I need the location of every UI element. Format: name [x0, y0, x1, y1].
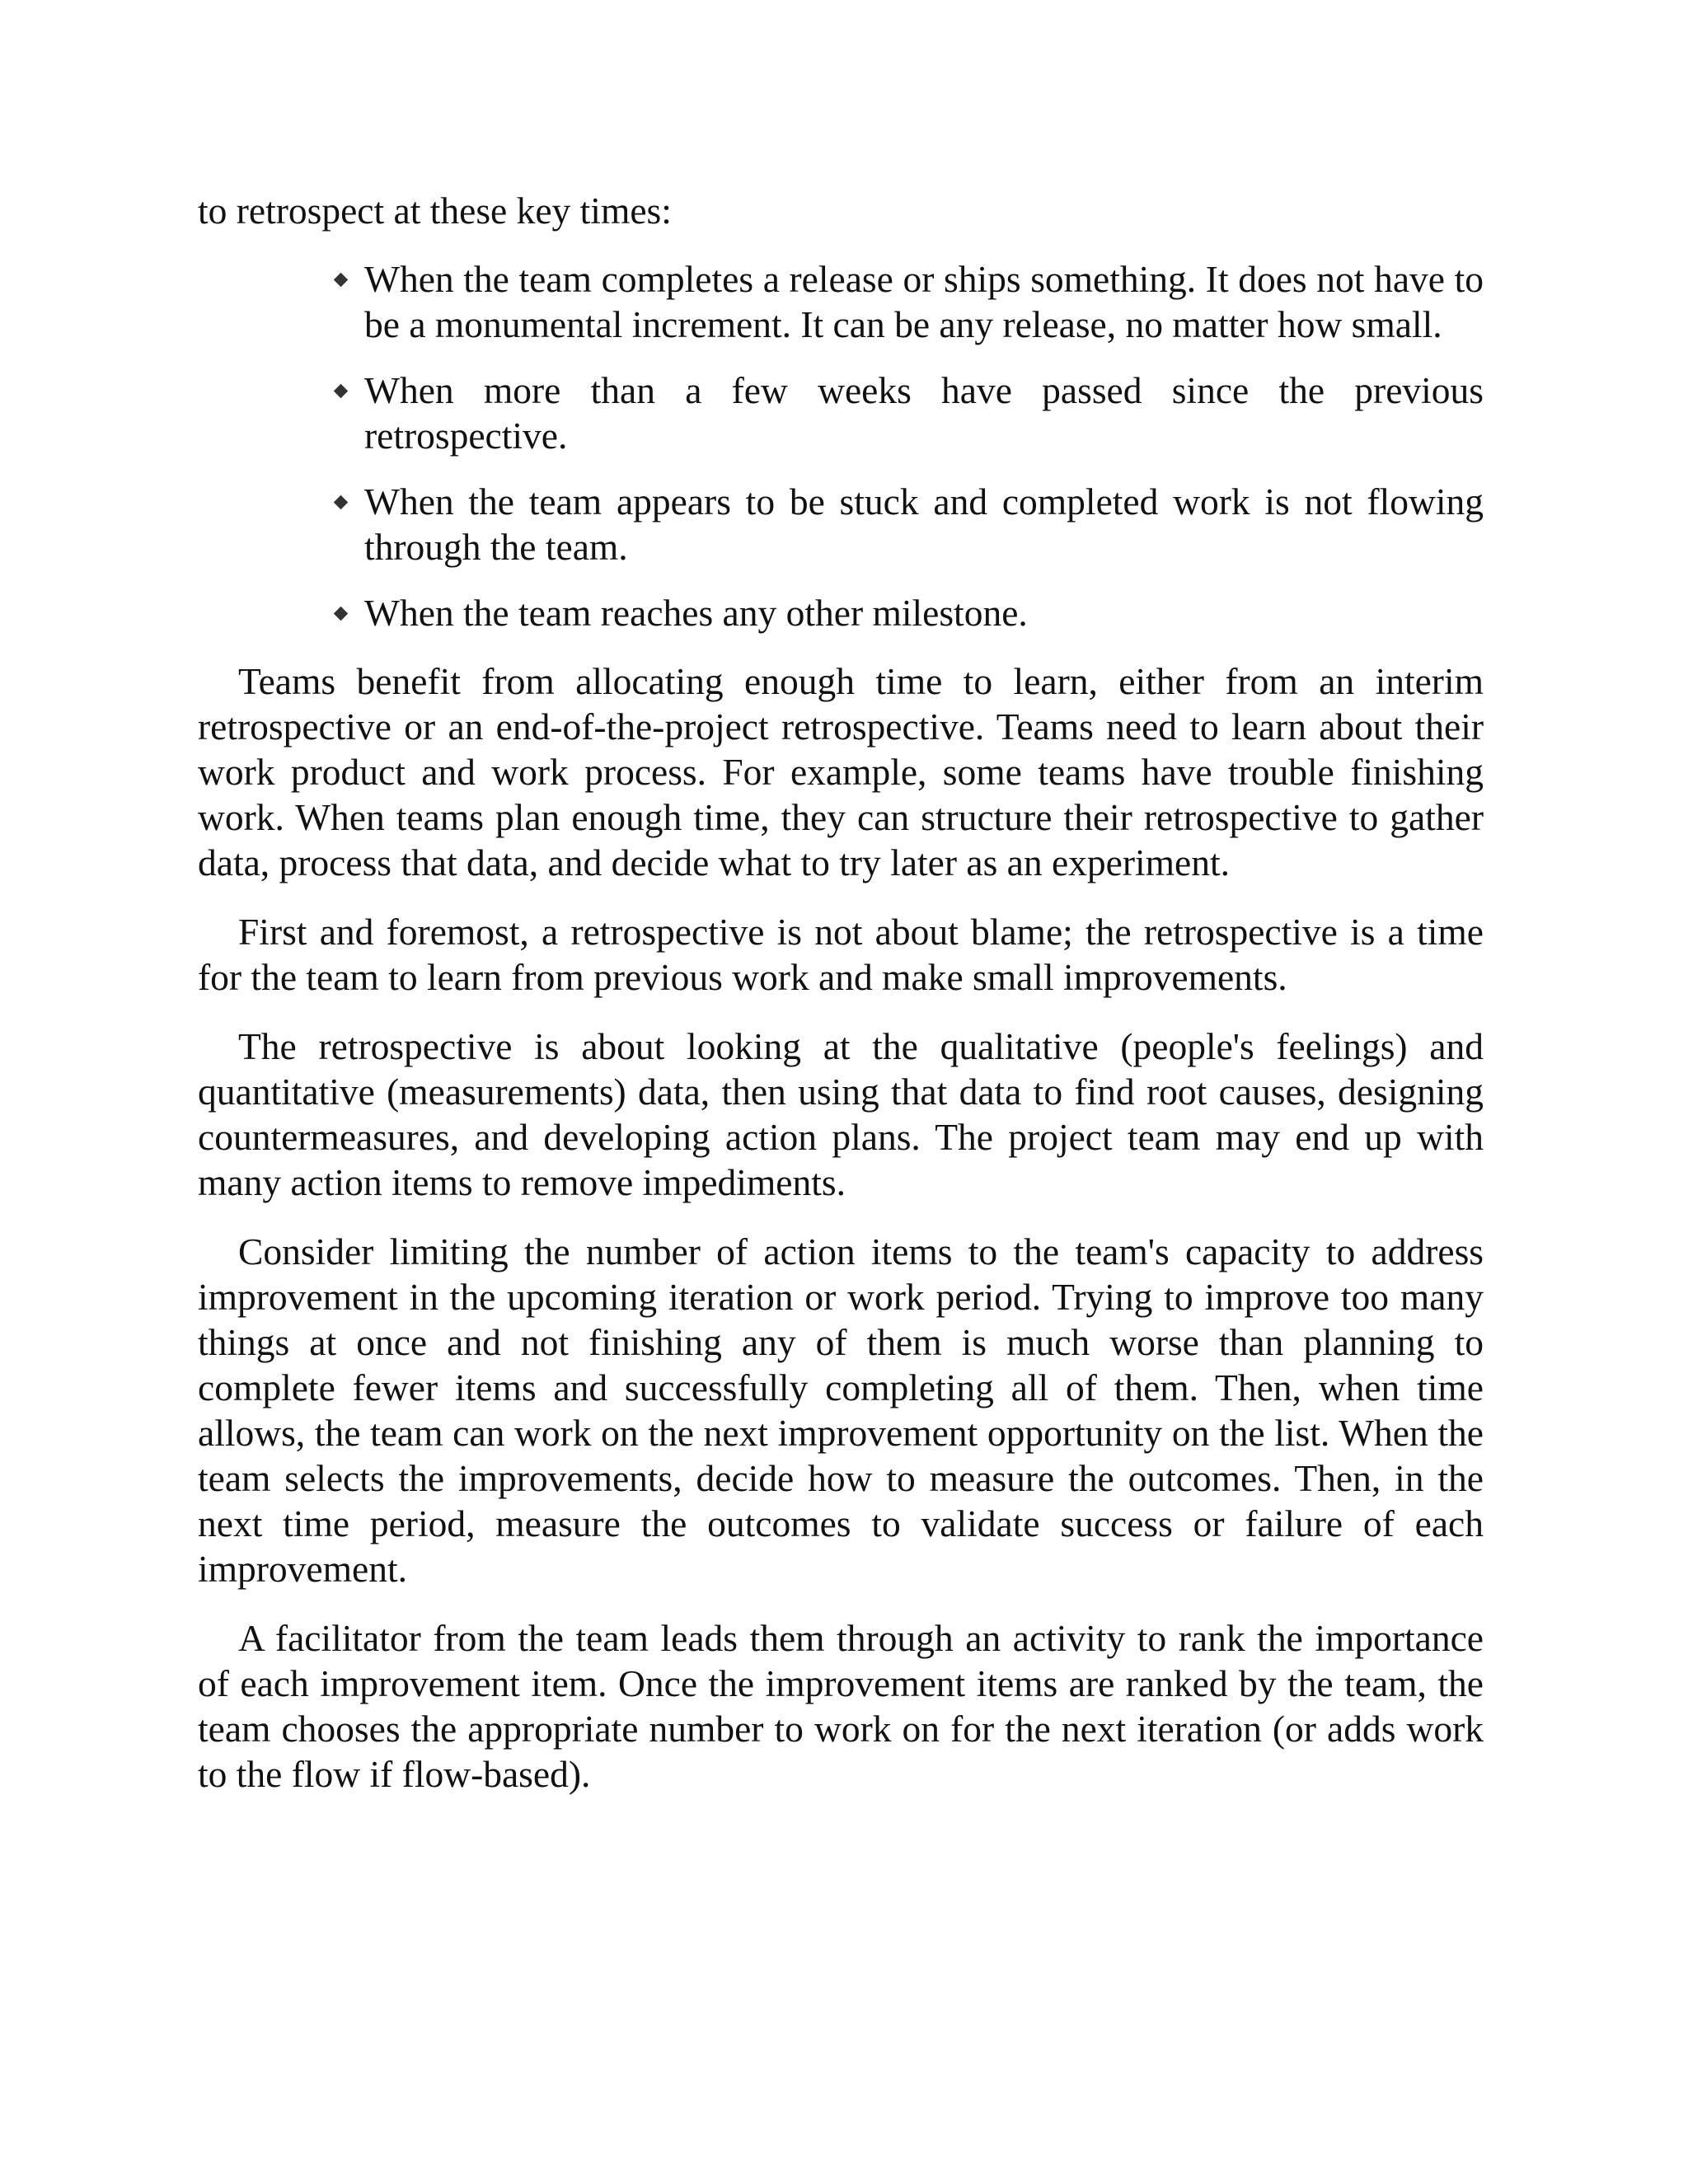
paragraph: First and foremost, a retrospective is not about blame; the retrospective is a time for the team to learn from previous work and make small improvements.: [198, 911, 1484, 998]
list-item-text: When the team appears to be stuck and completed work is not flowing through the team.: [364, 480, 1484, 568]
key-times-list: [198, 256, 1484, 635]
diamond-bullet-icon: [334, 273, 348, 287]
paragraph: Consider limiting the number of action items to the team's capacity to address improvement in the upcoming iteration or work period. Trying to improve too many things at once and not finishing any of them is much worse than planning to complete fewer items and successfully completing all of them. Then, when time allows, the team can work on the next improvement opportunity on the list. When the team selects the improvements, decide how to measure the outcomes. Then, in the next time period, measure the outcomes to validate success or failure of each improvement.: [198, 1230, 1484, 1590]
list-item-text: When the team completes a release or ships something. It does not have to be a monumental increment. It can be any release, no matter how small.: [364, 258, 1484, 345]
diamond-bullet-icon: [334, 607, 348, 621]
diamond-bullet-icon: [334, 495, 348, 509]
paragraph: Teams benefit from allocating enough time to learn, either from an interim retrospective or an end-of-the-project retrospective. Teams need to learn about their work product and work process. For example, some teams have trouble finishing work. When teams plan enough time, they can structure their retrospective to gather data, process that data, and decide what to try later as an experiment.: [198, 660, 1484, 883]
list-item-text: When more than a few weeks have passed since the previous retrospective.: [364, 369, 1484, 457]
paragraph: A facilitator from the team leads them through an activity to rank the importance of each improvement item. Once the improvement items are ranked by the team, the team chooses the appropriate number to work on for the next iteration (or adds work to the flow if flow-based).: [198, 1617, 1484, 1795]
list-item: [364, 479, 1484, 569]
list-item-text: When the team reaches any other milestone.: [364, 592, 1028, 634]
paragraph: The retrospective is about looking at the qualitative (people's feelings) and quantitative (measurements) data, then using that data to find root causes, designing countermeasures, and developing action plans. The project team may end up with many action items to remove impediments.: [198, 1025, 1484, 1203]
document-page: [198, 188, 1484, 1821]
lead-text: to retrospect at these key times:: [198, 190, 672, 232]
list-item: [364, 368, 1484, 458]
list-item: [364, 590, 1484, 635]
list-item: [364, 256, 1484, 347]
diamond-bullet-icon: [334, 384, 348, 398]
